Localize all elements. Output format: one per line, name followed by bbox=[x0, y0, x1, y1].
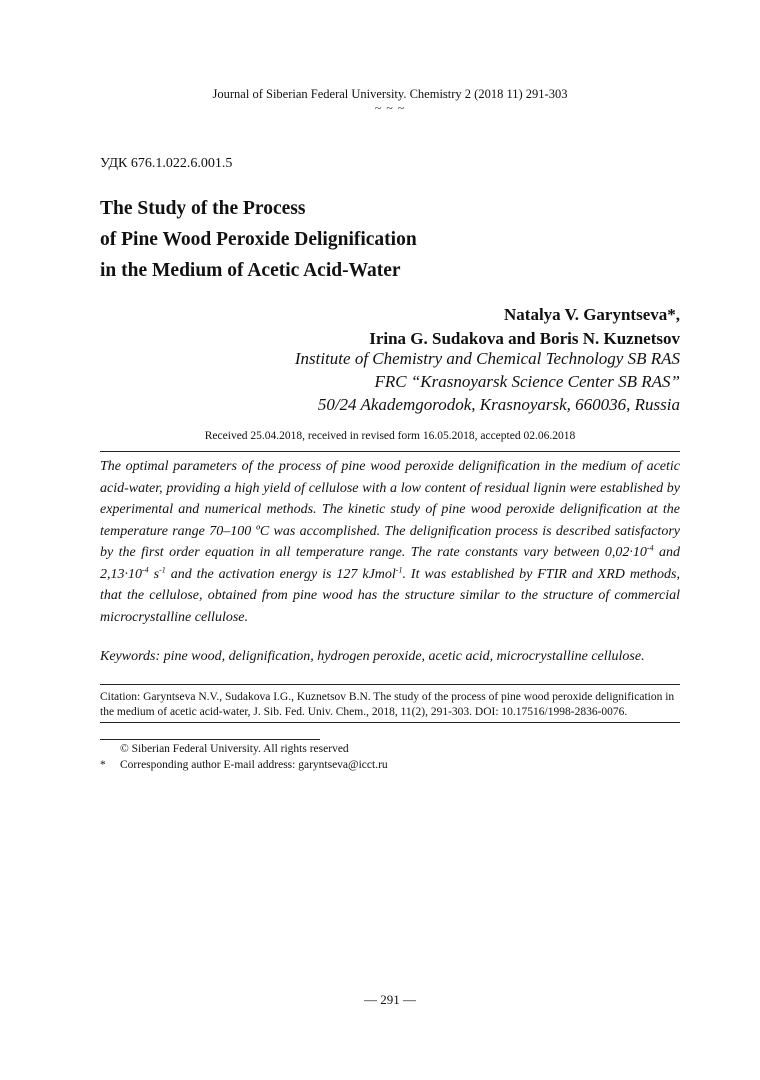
paper-title bbox=[100, 193, 660, 286]
abstract-text-2: and 2,13·10 bbox=[100, 545, 680, 582]
abstract-text-4: and the activation energy is 127 kJmol bbox=[165, 566, 396, 582]
title-line-1: The Study of the Process bbox=[100, 198, 306, 219]
footnotes bbox=[100, 741, 680, 773]
asterisk-mark: * bbox=[100, 759, 106, 771]
received-dates: Received 25.04.2018, received in revised form 16.05.2018, accepted 02.06.2018 bbox=[204, 430, 576, 442]
page-number: — 291 — bbox=[364, 992, 416, 1007]
footnote-rule bbox=[100, 739, 320, 740]
copyright-text: © Siberian Federal University. All rights reserved bbox=[120, 743, 349, 755]
affiliation-line-3: 50/24 Akademgorodok, Krasnoyarsk, 660036, Russia bbox=[317, 395, 680, 414]
author-list bbox=[369, 303, 680, 351]
udc-code: УДК 676.1.022.6.001.5 bbox=[100, 156, 233, 171]
keywords: Keywords: pine wood, delignification, hydrogen peroxide, acetic acid, microcrystalline cellulose. bbox=[100, 649, 645, 664]
abstract-text-1: The optimal parameters of the process of pine wood peroxide delignification in the medium of acetic acid-water, providing a high yield of cellulose with a low content of residual lignin were established by experimental and numerical methods. The kinetic study of pine wood peroxide delignification at the temperature range 70–100 ºC was accomplished. The delignification process is described satisfactory by the first order equation in all temperature range. The rate constants vary between 0,02·10 bbox=[100, 459, 680, 560]
exponent-1: -4 bbox=[646, 543, 654, 553]
copyright-footnote bbox=[100, 741, 680, 757]
abstract-text-3: s bbox=[148, 566, 160, 582]
citation-bottom-rule bbox=[100, 722, 680, 723]
corresponding-footnote bbox=[100, 757, 680, 773]
exponent-3: -1 bbox=[159, 564, 166, 574]
affiliation-line-2: FRC “Krasnoyarsk Science Center SB RAS” bbox=[374, 372, 680, 391]
author-line-2: Irina G. Sudakova and Boris N. Kuznetsov bbox=[369, 329, 680, 348]
header-ornament: ~ ~ ~ bbox=[374, 101, 406, 115]
abstract-text-5: . It was established by FTIR and XRD methods, that the cellulose, obtained from pine wood has the structure similar to the structure of commercial microcrystalline cellulose. bbox=[100, 566, 680, 625]
abstract-top-rule bbox=[100, 451, 680, 452]
journal-running-head: Journal of Siberian Federal University. Chemistry 2 (2018 11) 291-303 bbox=[212, 87, 568, 101]
author-line-1: Natalya V. Garyntseva*, bbox=[504, 305, 680, 324]
affiliation-line-1: Institute of Chemistry and Chemical Technology SB RAS bbox=[294, 349, 680, 368]
corresponding-text: Corresponding author E-mail address: garyntseva@icct.ru bbox=[120, 759, 388, 771]
exponent-4: -1 bbox=[395, 564, 403, 574]
citation-top-rule bbox=[100, 684, 680, 685]
abstract bbox=[100, 456, 680, 628]
affiliation bbox=[295, 347, 680, 416]
exponent-2: -4 bbox=[142, 564, 149, 574]
citation: Citation: Garyntseva N.V., Sudakova I.G., Kuznetsov B.N. The study of the process of pine wood peroxide delignification in the medium of acetic acid-water, J. Sib. Fed. Univ. Chem., 2018, 11(2), 291-303. DOI: 10.17516/1998-2836-0076. bbox=[100, 691, 675, 718]
title-line-3: in the Medium of Acetic Acid-Water bbox=[100, 260, 401, 281]
title-line-2: of Pine Wood Peroxide Delignification bbox=[100, 229, 417, 250]
